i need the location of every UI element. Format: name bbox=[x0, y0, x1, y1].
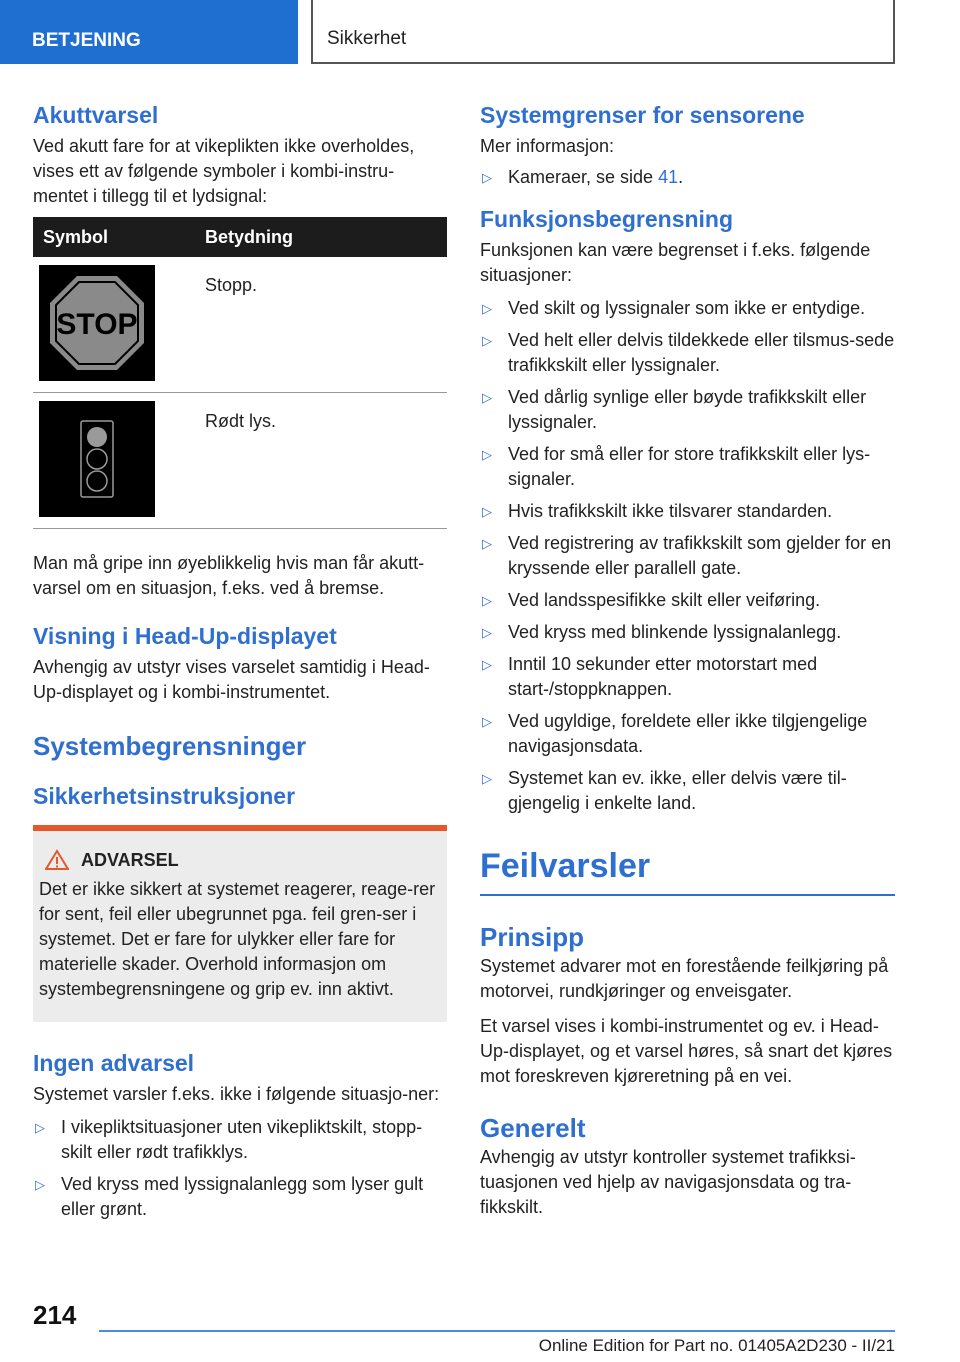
bullet-icon: ▷ bbox=[482, 771, 492, 786]
after-table-text: Man må gripe inn øyeblikkelig hvis man får akutt-varsel om en situasjon, f.eks. ved å bremse. bbox=[33, 553, 425, 598]
list-item: ▷ Ved kryss med blinkende lyssignalanlegg. bbox=[480, 620, 895, 645]
hud-text: Avhengig av utstyr vises varselet samtidig i Head-Up-displayet og i kombi-instrumentet. bbox=[33, 657, 430, 702]
bullet-icon: ▷ bbox=[482, 593, 492, 608]
warning-box bbox=[33, 825, 447, 1022]
principle-text-1: Systemet advarer mot en forestående feilkjøring på motorvei, rundkjøringer og enveisgater. bbox=[480, 956, 889, 1001]
hud-heading: Visning i Head-Up-displayet bbox=[33, 623, 337, 649]
general-heading: Generelt bbox=[480, 1113, 586, 1143]
bullet-icon: ▷ bbox=[482, 536, 492, 551]
bullet-icon: ▷ bbox=[482, 625, 492, 640]
page-link[interactable]: 41 bbox=[658, 167, 679, 187]
general-text: Avhengig av utstyr kontroller systemet trafikksi-tuasjonen ved hjelp av navigasjonsdata og tra-fikkskilt. bbox=[480, 1147, 856, 1217]
sensors-list bbox=[480, 165, 895, 190]
bullet-icon: ▷ bbox=[482, 170, 492, 185]
no-warning-list bbox=[33, 1115, 447, 1222]
akuttvarsel-heading: Akuttvarsel bbox=[33, 102, 159, 128]
principle-text-2: Et varsel vises i kombi-instrumentet og ev. i Head-Up-displayet, og et varsel høres, så snart det kjøres mot foreskreven kjøreretning på en vei. bbox=[480, 1016, 893, 1086]
faults-heading: Feilvarsler bbox=[480, 844, 895, 896]
col-symbol-header: Symbol bbox=[43, 226, 109, 247]
bullet-icon: ▷ bbox=[35, 1177, 45, 1192]
edition-footer: Online Edition for Part no. 01405A2D230 - II/21 bbox=[538, 1336, 895, 1355]
akuttvarsel-intro: Ved akutt fare for at vikeplikten ikke overholdes, vises ett av følgende symboler i kombi-instru-mentet i tillegg til et lydsignal: bbox=[33, 136, 415, 206]
no-warning-text: Systemet varsler f.eks. ikke i følgende situasjo-ner: bbox=[33, 1084, 440, 1104]
traffic-light-icon bbox=[39, 401, 155, 517]
warning-triangle-icon bbox=[45, 849, 69, 871]
stop-sign-icon bbox=[39, 265, 155, 381]
sensors-text: Mer informasjon: bbox=[480, 136, 615, 156]
list-item: ▷ Systemet kan ev. ikke, eller delvis være til-gjengelig i enkelte land. bbox=[482, 768, 847, 813]
list-item: ▷ Ved landsspesifikke skilt eller veiføring. bbox=[480, 588, 895, 613]
func-text: Funksjonen kan være begrenset i f.eks. følgende situasjoner: bbox=[480, 240, 871, 285]
meaning-red-light: Rødt lys. bbox=[205, 411, 277, 431]
left-column bbox=[33, 100, 447, 1229]
warning-text: Det er ikke sikkert at systemet reagerer, reage-rer for sent, feil eller ubegrunnet pga. feil gren-ser i systemet. Det er fare for ulykker eller fare for materielle skader. Overhold informasjon om systembegrensningene og grip ev. inn aktivt. bbox=[39, 879, 436, 999]
bullet-icon: ▷ bbox=[482, 447, 492, 462]
bullet-icon: ▷ bbox=[482, 657, 492, 672]
table-row bbox=[33, 257, 447, 393]
limits-heading: Systembegrensninger bbox=[33, 731, 307, 761]
bullet-icon: ▷ bbox=[35, 1120, 45, 1135]
page-number: 214 bbox=[33, 1300, 77, 1330]
col-meaning-header: Betydning bbox=[205, 226, 293, 247]
list-item: ▷ Kameraer, se side 41. bbox=[480, 165, 895, 190]
list-item: ▷ Ved skilt og lyssignaler som ikke er entydige. bbox=[480, 296, 895, 321]
no-warning-heading: Ingen advarsel bbox=[33, 1050, 195, 1076]
sensors-heading: Systemgrenser for sensorene bbox=[480, 102, 805, 128]
section-tab: BETJENING bbox=[0, 0, 298, 64]
list-item: ▷ Inntil 10 sekunder etter motorstart med start-/stoppknappen. bbox=[482, 654, 818, 699]
bullet-icon: ▷ bbox=[482, 301, 492, 316]
stop-sign-text: STOP bbox=[56, 308, 138, 341]
subsection-title: Sikkerhet bbox=[311, 0, 895, 64]
list-item: ▷ I vikepliktsituasjoner uten vikepliktskilt, stopp-skilt eller rødt trafikklys. bbox=[35, 1117, 423, 1162]
symbol-table-header bbox=[33, 217, 447, 257]
list-item: ▷ Ved kryss med lyssignalanlegg som lyser gult eller grønt. bbox=[35, 1174, 424, 1219]
list-item: ▷ Ved registrering av trafikkskilt som gjelder for en kryssende eller parallell gate. bbox=[482, 533, 892, 578]
list-item: ▷ Ved dårlig synlige eller bøyde trafikkskilt eller lyssignaler. bbox=[482, 387, 867, 432]
right-column bbox=[480, 100, 895, 1220]
meaning-stop: Stopp. bbox=[205, 275, 258, 295]
safety-heading: Sikkerhetsinstruksjoner bbox=[33, 783, 296, 809]
list-item: ▷ Ved ugyldige, foreldete eller ikke tilgjengelige navigasjonsdata. bbox=[482, 711, 868, 756]
bullet-icon: ▷ bbox=[482, 714, 492, 729]
list-item: ▷ Ved helt eller delvis tildekkede eller tilsmus-sede trafikkskilt eller lyssignaler. bbox=[482, 330, 895, 375]
func-list bbox=[480, 296, 895, 816]
bullet-icon: ▷ bbox=[482, 504, 492, 519]
list-item: ▷ Ved for små eller for store trafikkskilt eller lys-signaler. bbox=[482, 444, 871, 489]
list-item: ▷ Hvis trafikkskilt ikke tilsvarer standarden. bbox=[480, 499, 895, 524]
footer-divider bbox=[99, 1330, 895, 1332]
table-row bbox=[33, 393, 447, 529]
func-heading: Funksjonsbegrensning bbox=[480, 206, 734, 232]
principle-heading: Prinsipp bbox=[480, 922, 585, 952]
bullet-icon: ▷ bbox=[482, 333, 492, 348]
warning-title: ADVARSEL bbox=[39, 849, 437, 871]
bullet-icon: ▷ bbox=[482, 390, 492, 405]
